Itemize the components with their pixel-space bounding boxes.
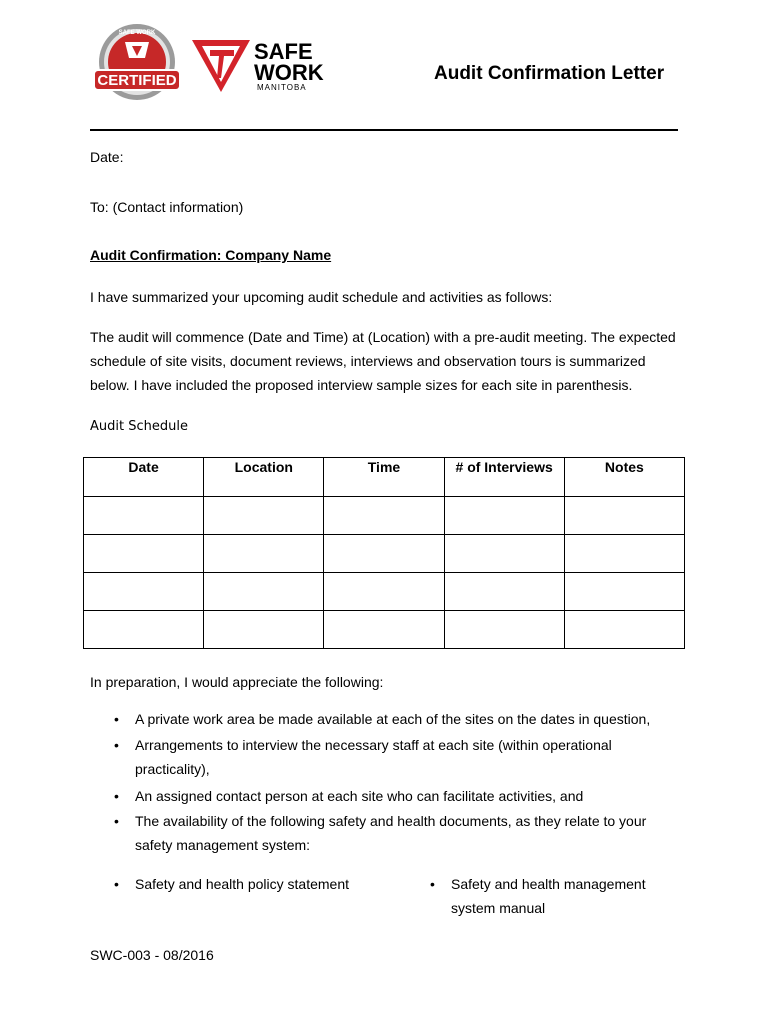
bullet-icon: • bbox=[114, 737, 119, 753]
table-cell bbox=[84, 497, 204, 535]
header-divider bbox=[90, 129, 678, 131]
to-label: To: (Contact information) bbox=[90, 199, 244, 215]
document-item-text: Safety and health policy statement bbox=[135, 876, 350, 892]
table-cell bbox=[564, 535, 684, 573]
bullet-icon: • bbox=[114, 813, 119, 829]
table-row bbox=[84, 497, 685, 535]
table-cell bbox=[84, 573, 204, 611]
table-cell bbox=[324, 535, 444, 573]
bullet-icon: • bbox=[114, 711, 119, 727]
certified-logo-text: CERTIFIED bbox=[97, 72, 177, 89]
table-cell bbox=[204, 611, 324, 649]
list-item-text: The availability of the following safety and health documents, as they relate to your safety management system: bbox=[135, 813, 647, 853]
body-line: schedule of site visits, document reviews, interviews and observation tours is summarized bbox=[90, 353, 646, 369]
column-header-time: Time bbox=[324, 458, 444, 497]
date-label: Date: bbox=[90, 149, 124, 165]
table-row bbox=[84, 535, 685, 573]
table-header-row bbox=[84, 458, 685, 497]
table-cell bbox=[324, 573, 444, 611]
list-item-text: Arrangements to interview the necessary staff at each site (within operational practicality), bbox=[135, 737, 612, 777]
table-cell bbox=[564, 497, 684, 535]
table-cell bbox=[444, 535, 564, 573]
safe-work-manitoba-logo bbox=[190, 38, 324, 94]
body-paragraph bbox=[90, 325, 690, 397]
column-header-date: Date bbox=[84, 458, 204, 497]
table-cell bbox=[564, 611, 684, 649]
column-header-notes: Notes bbox=[564, 458, 684, 497]
table-cell bbox=[444, 497, 564, 535]
column-header-interviews: # of Interviews bbox=[444, 458, 564, 497]
bullet-icon: • bbox=[430, 876, 435, 892]
table-cell bbox=[444, 573, 564, 611]
brand-line-work: WORK bbox=[254, 60, 324, 85]
brand-line-safe: SAFE bbox=[254, 39, 313, 64]
schedule-label: Audit Schedule bbox=[90, 419, 188, 434]
audit-schedule-table bbox=[83, 457, 685, 649]
table-cell bbox=[204, 535, 324, 573]
table-cell bbox=[204, 497, 324, 535]
table-row bbox=[84, 573, 685, 611]
document-item-text: Safety and health management system manual bbox=[451, 876, 646, 916]
intro-paragraph: I have summarized your upcoming audit schedule and activities as follows: bbox=[90, 289, 553, 305]
list-item-text: An assigned contact person at each site who can facilitate activities, and bbox=[135, 788, 584, 804]
brand-line-manitoba: MANITOBA bbox=[257, 83, 307, 92]
preparation-intro: In preparation, I would appreciate the following: bbox=[90, 674, 384, 690]
document-code: SWC-003 - 08/2016 bbox=[90, 947, 214, 963]
bullet-icon: • bbox=[114, 788, 119, 804]
table-cell bbox=[564, 573, 684, 611]
table-cell bbox=[324, 497, 444, 535]
table-cell bbox=[84, 611, 204, 649]
certified-logo-ring-text: SAFE WORK bbox=[118, 30, 156, 36]
table-cell bbox=[324, 611, 444, 649]
list-item-text: A private work area be made available at each of the sites on the dates in question, bbox=[135, 711, 651, 727]
body-line: below. I have included the proposed interview sample sizes for each site in parenthesis. bbox=[90, 377, 633, 393]
table-cell bbox=[84, 535, 204, 573]
table-cell bbox=[204, 573, 324, 611]
safe-work-certified-logo bbox=[92, 22, 182, 106]
page-title: Audit Confirmation Letter bbox=[434, 63, 665, 84]
column-header-location: Location bbox=[204, 458, 324, 497]
table-row bbox=[84, 611, 685, 649]
body-line: The audit will commence (Date and Time) at (Location) with a pre-audit meeting. The expected bbox=[90, 329, 676, 345]
table-cell bbox=[444, 611, 564, 649]
subject-heading: Audit Confirmation: Company Name bbox=[90, 247, 332, 263]
bullet-icon: • bbox=[114, 876, 119, 892]
